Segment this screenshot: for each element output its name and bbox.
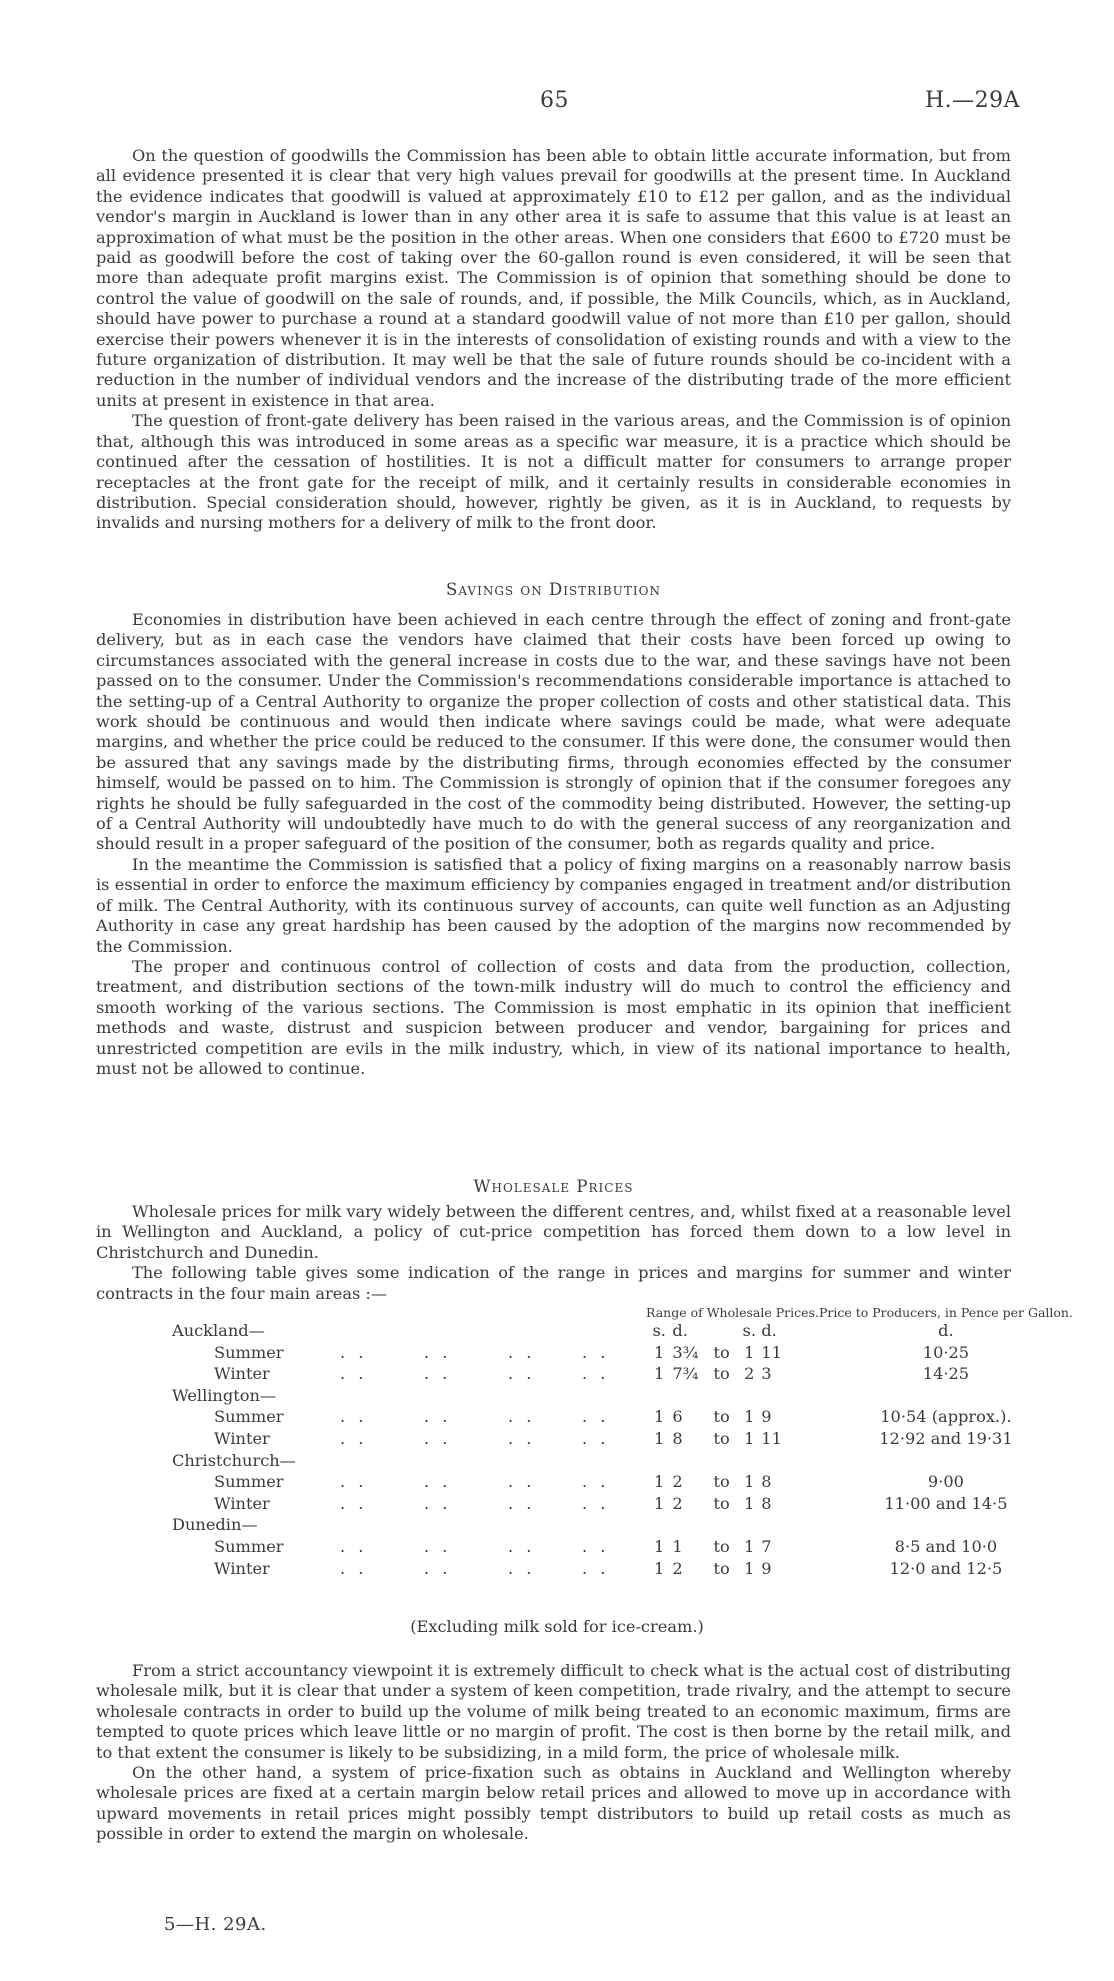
unit-label: s. bbox=[742, 1321, 756, 1340]
to-word: to bbox=[713, 1536, 730, 1556]
to-word: to bbox=[713, 1364, 730, 1384]
to-pence: 7 bbox=[761, 1536, 772, 1556]
season-cell: Winter bbox=[214, 1428, 270, 1448]
leader-dots: . . bbox=[340, 1536, 368, 1556]
to-word: to bbox=[713, 1428, 730, 1448]
table-header-row bbox=[172, 1305, 1073, 1320]
area-row bbox=[172, 1385, 1073, 1407]
leader-dots: . . bbox=[582, 1407, 610, 1427]
accountancy-section bbox=[96, 1661, 1011, 1845]
table-row bbox=[172, 1471, 1073, 1493]
to-shillings: 1 bbox=[744, 1536, 755, 1556]
season-cell: Winter bbox=[214, 1558, 270, 1578]
to-pence: 11 bbox=[761, 1342, 782, 1362]
unit-label: s. bbox=[652, 1321, 666, 1340]
leader-dots: . . bbox=[582, 1472, 610, 1492]
from-shillings: 1 bbox=[654, 1342, 665, 1362]
from-shillings: 1 bbox=[654, 1493, 665, 1513]
unit-label: d. bbox=[938, 1321, 954, 1340]
document-reference: H.—29A bbox=[925, 88, 1021, 113]
to-shillings: 2 bbox=[744, 1364, 755, 1384]
to-shillings: 1 bbox=[744, 1493, 755, 1513]
to-word: to bbox=[713, 1472, 730, 1492]
leader-dots: . . bbox=[424, 1558, 452, 1578]
page-number: 65 bbox=[540, 88, 569, 113]
from-shillings: 1 bbox=[654, 1407, 665, 1427]
from-shillings: 1 bbox=[654, 1472, 665, 1492]
range-column-header: Range of Wholesale Prices. bbox=[646, 1305, 819, 1320]
leader-dots: . . bbox=[424, 1364, 452, 1384]
producer-price: 9·00 bbox=[927, 1472, 964, 1492]
to-shillings: 1 bbox=[744, 1407, 755, 1427]
from-pence: 6 bbox=[672, 1407, 683, 1427]
table-row bbox=[172, 1363, 1073, 1385]
leader-dots: . . bbox=[424, 1536, 452, 1556]
to-shillings: 1 bbox=[744, 1558, 755, 1578]
paragraph: From a strict accountancy viewpoint it is extremely difficult to check what is the actual cost of distributing wholesale milk, but it is clear that under a system of keen competition, trade rivalry, and the attempt to secure wholesale contracts in order to build up the volume of milk being treated to an economic maximum, firms are tempted to quote prices which leave little or no margin of profit. The cost is then borne by the retail milk, and to that extent the consumer is likely to be subsidizing, in a mild form, the price of wholesale milk. bbox=[96, 1661, 1011, 1762]
leader-dots: . . bbox=[582, 1428, 610, 1448]
paragraph: On the question of goodwills the Commission has been able to obtain little accurate information, but from all evidence presented it is clear that very high values prevail for goodwills at the present time. In Auckland the evidence indicates that goodwill is valued at approximately £10 to £12 per gallon, and as the individual vendor's margin in Auckland is lower than in any other area it is safe to assume that this value is at least an approximation of what must be the position in the other areas. When one considers that £600 to £720 must be paid as goodwill before the cost of taking over the 60-gallon round is even considered, it will be seen that more than adequate profit margins exist. The Commission is of opinion that something should be done to control the value of goodwill on the sale of rounds, and, if possible, the Milk Councils, which, as in Auckland, should have power to purchase a round at a standard goodwill value of not more than £10 per gallon, should exercise their powers whenever it is in the interests of consolidation of existing rounds and with a view to the future organization of distribution. It may well be that the sale of future rounds should be co-incident with a reduction in the number of individual vendors and the increase of the distributing trade of the more efficient units at present in existence in that area. bbox=[96, 146, 1011, 410]
leader-dots: . . bbox=[340, 1558, 368, 1578]
from-pence: 2 bbox=[672, 1472, 683, 1492]
leader-dots: . . bbox=[508, 1493, 536, 1513]
leader-dots: . . bbox=[340, 1428, 368, 1448]
leader-dots: . . bbox=[508, 1536, 536, 1556]
paragraph: The proper and continuous control of collection of costs and data from the production, collection, treatment, and distribution sections of the town-milk industry will do much to control the efficiency and smooth working of the various sections. The Commission is most emphatic in its opinion that inefficient methods and waste, distrust and suspicion between producer and vendor, bargaining for prices and unrestricted competition are evils in the milk industry, which, in view of its national importance to health, must not be allowed to continue. bbox=[96, 956, 1011, 1078]
from-shillings: 1 bbox=[654, 1558, 665, 1578]
table-note: (Excluding milk sold for ice-cream.) bbox=[410, 1617, 704, 1636]
to-word: to bbox=[713, 1558, 730, 1578]
from-pence: 2 bbox=[672, 1493, 683, 1513]
producer-price: 8·5 and 10·0 bbox=[894, 1536, 998, 1556]
area-cell: Christchurch— bbox=[172, 1450, 296, 1470]
to-pence: 3 bbox=[761, 1364, 772, 1384]
from-shillings: 1 bbox=[654, 1536, 665, 1556]
from-pence: 1 bbox=[672, 1536, 683, 1556]
wholesale-section bbox=[96, 1202, 1011, 1304]
leader-dots: . . bbox=[508, 1428, 536, 1448]
to-shillings: 1 bbox=[744, 1342, 755, 1362]
to-shillings: 1 bbox=[744, 1472, 755, 1492]
area-cell: Wellington— bbox=[172, 1385, 277, 1405]
from-shillings: 1 bbox=[654, 1364, 665, 1384]
leader-dots: . . bbox=[508, 1407, 536, 1427]
section-heading-wholesale: Wholesale Prices bbox=[473, 1177, 634, 1196]
to-pence: 8 bbox=[761, 1472, 772, 1492]
section-heading-savings: Savings on Distribution bbox=[446, 580, 661, 599]
from-shillings: 1 bbox=[654, 1428, 665, 1448]
leader-dots: . . bbox=[582, 1493, 610, 1513]
table-row bbox=[172, 1493, 1073, 1515]
table-row bbox=[172, 1406, 1073, 1428]
leader-dots: . . bbox=[508, 1342, 536, 1362]
leader-dots: . . bbox=[582, 1342, 610, 1362]
leader-dots: . . bbox=[424, 1428, 452, 1448]
paragraph: On the other hand, a system of price-fixation such as obtains in Auckland and Wellington whereby wholesale prices are fixed at a certain margin below retail prices and allowed to move up in accordance with upward movements in retail prices might possibly tempt distributors to build up retail costs as much as possible in order to extend the margin on wholesale. bbox=[96, 1763, 1011, 1844]
leader-dots: . . bbox=[424, 1472, 452, 1492]
leader-dots: . . bbox=[340, 1364, 368, 1384]
goodwill-section bbox=[96, 146, 1011, 534]
from-pence: 3¾ bbox=[672, 1342, 699, 1362]
leader-dots: . . bbox=[424, 1493, 452, 1513]
producer-price: 10·25 bbox=[922, 1342, 970, 1362]
to-word: to bbox=[713, 1342, 730, 1362]
leader-dots: . . bbox=[340, 1342, 368, 1362]
wholesale-price-table bbox=[172, 1305, 1073, 1579]
paragraph: In the meantime the Commission is satisfied that a policy of fixing margins on a reasonably narrow basis is essential in order to enforce the maximum efficiency by companies engaged in treatment and/or distribution of milk. The Central Authority, with its continuous survey of accounts, can quite well function as an Adjusting Authority in case any great hardship has been caused by the adoption of the margins now recommended by the Commission. bbox=[96, 854, 1011, 956]
to-pence: 9 bbox=[761, 1558, 772, 1578]
paragraph: Wholesale prices for milk vary widely between the different centres, and, whilst fixed at a reasonable level in Wellington and Auckland, a policy of cut-price competition has forced them down to a low level in Christchurch and Dunedin. bbox=[96, 1202, 1011, 1262]
paragraph: The question of front-gate delivery has been raised in the various areas, and the Commission is of opinion that, although this was introduced in some areas as a specific war measure, it is a practice which should be continued after the cessation of hostilities. It is not a difficult matter for consumers to arrange proper receptacles at the front gate for the receipt of milk, and it certainly results in considerable economies in distribution. Special consideration should, however, rightly be given, as it is in Auckland, to requests by invalids and nursing mothers for a delivery of milk to the front door. bbox=[96, 411, 1011, 533]
unit-label: d. bbox=[672, 1321, 688, 1340]
unit-label: d. bbox=[761, 1321, 777, 1340]
leader-dots: . . bbox=[582, 1536, 610, 1556]
to-word: to bbox=[713, 1407, 730, 1427]
area-row bbox=[172, 1514, 1073, 1536]
season-cell: Summer bbox=[214, 1472, 284, 1492]
leader-dots: . . bbox=[340, 1472, 368, 1492]
table-row bbox=[172, 1342, 1073, 1364]
to-shillings: 1 bbox=[744, 1428, 755, 1448]
area-cell: Auckland— bbox=[172, 1321, 265, 1340]
leader-dots: . . bbox=[340, 1407, 368, 1427]
season-cell: Winter bbox=[214, 1364, 270, 1384]
leader-dots: . . bbox=[340, 1493, 368, 1513]
producer-column-header: Price to Producers, in Pence per Gallon. bbox=[818, 1305, 1073, 1320]
from-pence: 8 bbox=[672, 1428, 683, 1448]
season-cell: Summer bbox=[214, 1342, 284, 1362]
leader-dots: . . bbox=[582, 1364, 610, 1384]
area-row bbox=[172, 1450, 1073, 1472]
paragraph: The following table gives some indication of the range in prices and margins for summer and winter contracts in the four main areas :— bbox=[96, 1263, 1011, 1303]
leader-dots: . . bbox=[582, 1558, 610, 1578]
producer-price: 11·00 and 14·5 bbox=[884, 1493, 1008, 1513]
table-units-row bbox=[172, 1320, 1073, 1342]
page-footer-signature: 5—H. 29A. bbox=[164, 1914, 267, 1935]
leader-dots: . . bbox=[508, 1472, 536, 1492]
producer-price: 12·0 and 12·5 bbox=[889, 1558, 1003, 1578]
leader-dots: . . bbox=[508, 1558, 536, 1578]
to-pence: 8 bbox=[761, 1493, 772, 1513]
table-row bbox=[172, 1536, 1073, 1558]
leader-dots: . . bbox=[424, 1342, 452, 1362]
area-cell: Dunedin— bbox=[172, 1515, 258, 1535]
producer-price: 10·54 (approx.). bbox=[880, 1407, 1012, 1427]
leader-dots: . . bbox=[508, 1364, 536, 1384]
from-pence: 2 bbox=[672, 1558, 683, 1578]
from-pence: 7¾ bbox=[672, 1364, 699, 1384]
to-pence: 11 bbox=[761, 1428, 782, 1448]
producer-price: 12·92 and 19·31 bbox=[879, 1428, 1013, 1448]
season-cell: Summer bbox=[214, 1407, 284, 1427]
savings-section bbox=[96, 610, 1011, 1079]
to-pence: 9 bbox=[761, 1407, 772, 1427]
paragraph: Economies in distribution have been achieved in each centre through the effect of zoning and front-gate delivery, but as in each case the vendors have claimed that their costs have been forced up owing to circumstances associated with the general increase in costs due to the war, and these savings have not been passed on to the consumer. Under the Commission's recommendations considerable importance is attached to the setting-up of a Central Authority to organize the proper collection of costs and other statistical data. This work should be continuous and would then indicate where savings could be made, what were adequate margins, and whether the price could be reduced to the consumer. If this were done, the consumer would then be assured that any savings made by the distributing firms, through economies effected by the consumer himself, would be passed on to him. The Commission is strongly of opinion that if the consumer foregoes any rights he should be fully safeguarded in the cost of the commodity being distributed. However, the setting-up of a Central Authority will undoubtedly have much to do with the general success of any reorganization and should result in a proper safeguard of the position of the consumer, both as regards quality and price. bbox=[96, 610, 1011, 854]
producer-price: 14·25 bbox=[922, 1364, 970, 1384]
to-word: to bbox=[713, 1493, 730, 1513]
season-cell: Winter bbox=[214, 1493, 270, 1513]
table-row bbox=[172, 1558, 1073, 1580]
leader-dots: . . bbox=[424, 1407, 452, 1427]
table-row bbox=[172, 1428, 1073, 1450]
season-cell: Summer bbox=[214, 1536, 284, 1556]
